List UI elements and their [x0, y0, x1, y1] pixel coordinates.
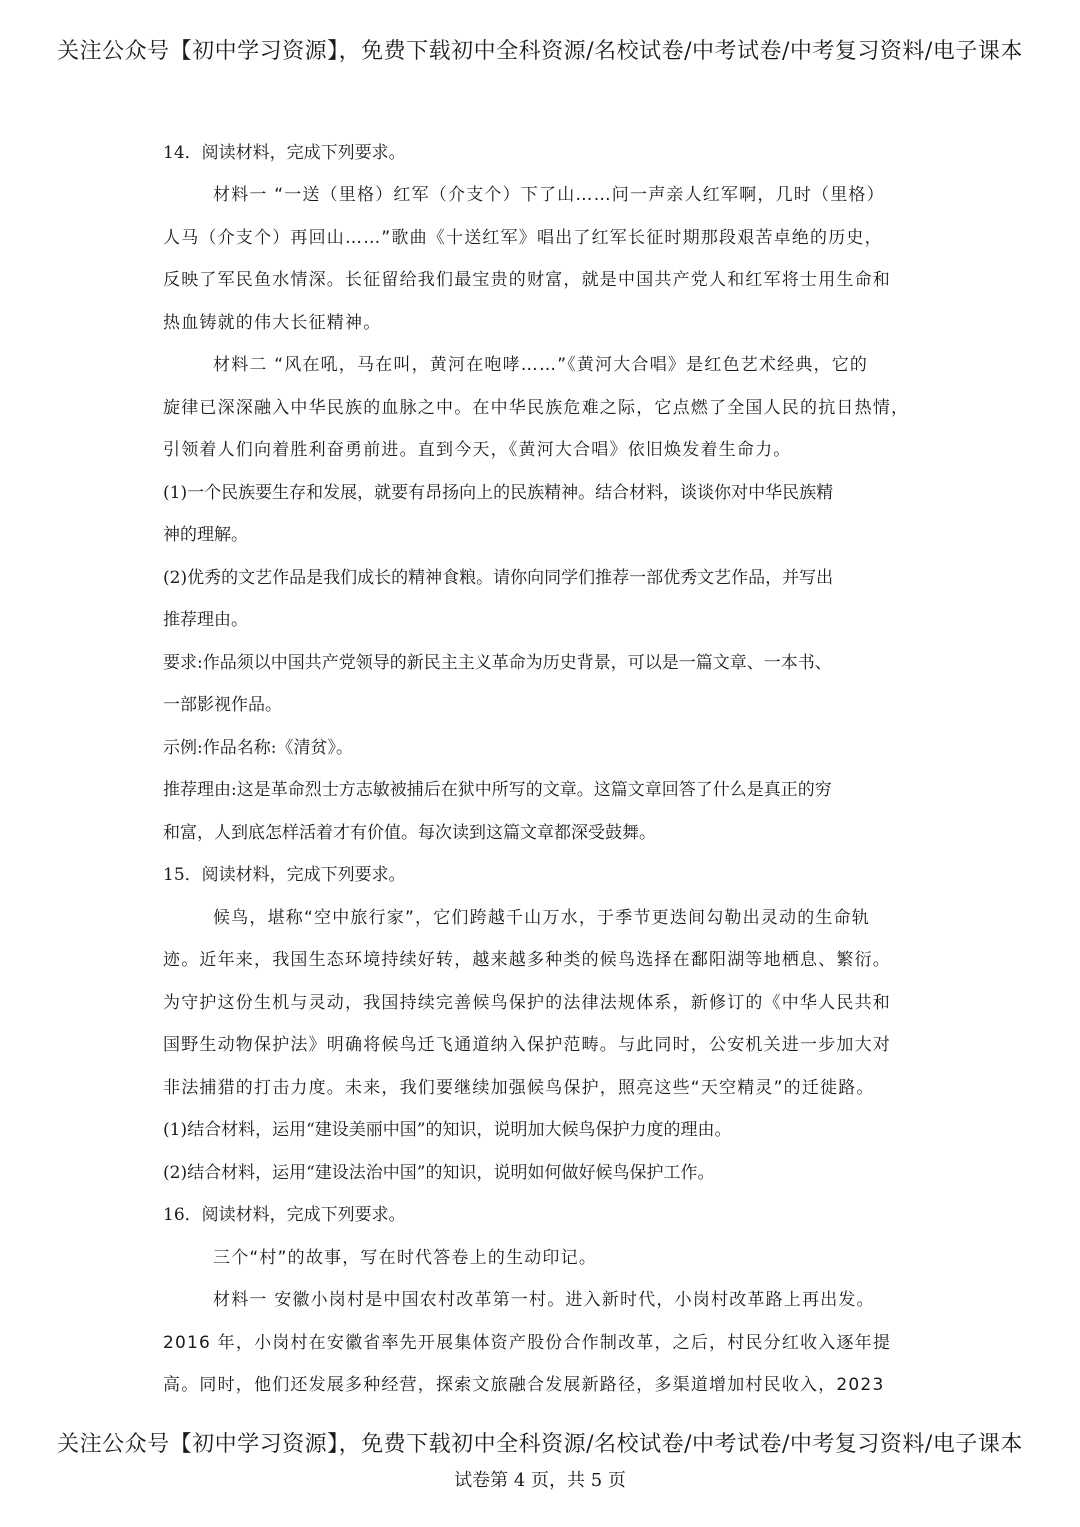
requirement-line: 一部影视作品。 — [163, 695, 282, 715]
material-line: 高。同时，他们还发展多种经营，探索文旅融合发展新路径，多渠道增加村民收入，2023 — [163, 1375, 885, 1395]
material-line: 热血铸就的伟大长征精神。 — [163, 313, 382, 333]
material-line: 材料二 “风在吼，马在叫，黄河在咆哮……”《黄河大合唱》是红色艺术经典，它的 — [213, 355, 869, 375]
page-number: 试卷第 4 页，共 5 页 — [454, 1470, 626, 1491]
example-line: 和富，人到底怎样活着才有价值。每次读到这篇文章都深受鼓舞。 — [163, 823, 656, 843]
material-line: 材料一 安徽小岗村是中国农村改革第一村。进入新时代，小岗村改革路上再出发。 — [213, 1290, 875, 1310]
example-line: 示例:作品名称:《清贫》。 — [163, 738, 353, 758]
material-line: 反映了军民鱼水情深。长征留给我们最宝贵的财富，就是中国共产党人和红军将士用生命和 — [163, 270, 891, 290]
material-line: 候鸟，堪称“空中旅行家”，它们跨越千山万水，于季节更迭间勾勒出灵动的生命轨 — [213, 908, 871, 928]
sub-question: (1)结合材料，运用“建设美丽中国”的知识，说明加大候鸟保护力度的理由。 — [163, 1120, 732, 1140]
question-16-heading: 16．阅读材料，完成下列要求。 — [163, 1205, 406, 1225]
footer-banner: 关注公众号【初中学习资源】，免费下载初中全科资源/名校试卷/中考试卷/中考复习资料/电子课本 — [57, 1432, 1023, 1457]
material-line: 为守护这份生机与灵动，我国持续完善候鸟保护的法律法规体系，新修订的《中华人民共和 — [163, 993, 891, 1013]
material-line: 国野生动物保护法》明确将候鸟迁飞通道纳入保护范畴。与此同时，公安机关进一步加大对 — [163, 1035, 891, 1055]
material-line: 迹。近年来，我国生态环境持续好转，越来越多种类的候鸟选择在鄱阳湖等地栖息、繁衍。 — [163, 950, 891, 970]
sub-question: (2)结合材料，运用“建设法治中国”的知识，说明如何做好候鸟保护工作。 — [163, 1163, 715, 1183]
example-line: 推荐理由:这是革命烈士方志敏被捕后在狱中所写的文章。这篇文章回答了什么是真正的穷 — [163, 780, 832, 800]
material-line: 人马（介支个）再回山……”歌曲《十送红军》唱出了红军长征时期那段艰苦卓绝的历史， — [163, 228, 883, 248]
question-14-heading: 14．阅读材料，完成下列要求。 — [163, 143, 406, 163]
material-line: 旋律已深深融入中华民族的血脉之中。在中华民族危难之际，它点燃了全国人民的抗日热情， — [163, 398, 910, 418]
material-line: 非法捕猎的打击力度。未来，我们要继续加强候鸟保护，照亮这些“天空精灵”的迁徙路。 — [163, 1078, 875, 1098]
material-line: 引领着人们向着胜利奋勇前进。直到今天，《黄河大合唱》依旧焕发着生命力。 — [163, 440, 792, 460]
sub-question: 推荐理由。 — [163, 610, 248, 630]
material-line: 材料一 “一送（里格）红军（介支个）下了山……问一声亲人红军啊，几时（里格） — [213, 185, 885, 205]
material-line: 2016 年，小岗村在安徽省率先开展集体资产股份合作制改革，之后，村民分红收入逐年提 — [163, 1333, 892, 1353]
sub-question: 神的理解。 — [163, 525, 248, 545]
requirement-line: 要求:作品须以中国共产党领导的新民主主义革命为历史背景，可以是一篇文章、一本书、 — [163, 653, 832, 673]
sub-question: (2)优秀的文艺作品是我们成长的精神食粮。请你向同学们推荐一部优秀文艺作品，并写出 — [163, 568, 834, 588]
question-15-heading: 15．阅读材料，完成下列要求。 — [163, 865, 406, 885]
material-line: 三个“村”的故事，写在时代答卷上的生动印记。 — [213, 1248, 598, 1268]
sub-question: (1)一个民族要生存和发展，就要有昂扬向上的民族精神。结合材料，谈谈你对中华民族精 — [163, 483, 834, 503]
header-banner: 关注公众号【初中学习资源】，免费下载初中全科资源/名校试卷/中考试卷/中考复习资料/电子课本 — [57, 39, 1023, 64]
